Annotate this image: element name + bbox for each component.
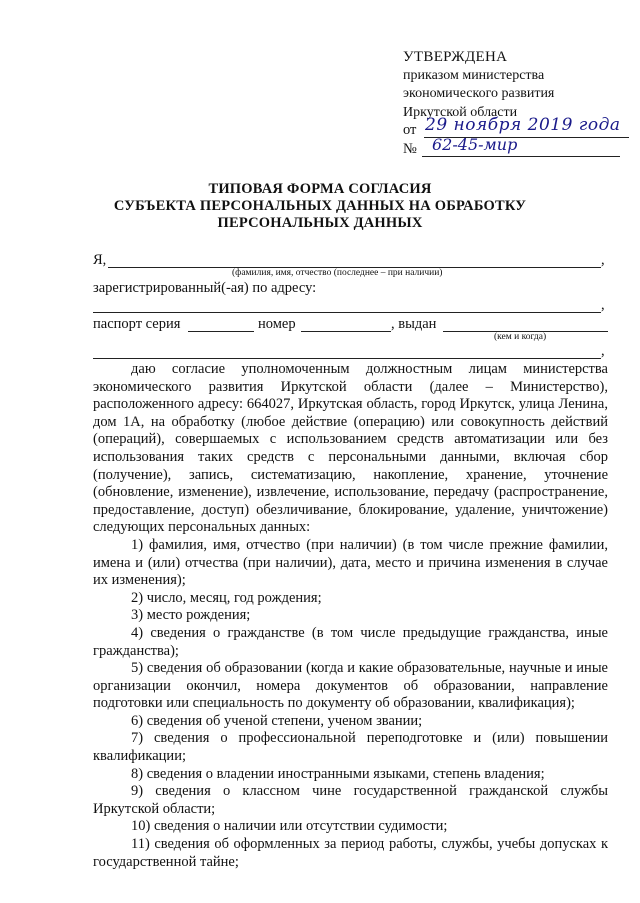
list-item: 5) сведения об образовании (когда и какие образовательные, научные и иные организации окончил, номера документов об образовании, направление подготовки или специальность по документу об образовании, квалификация); <box>93 660 608 712</box>
list-item: 6) сведения об ученой степени, ученом звании; <box>131 712 423 729</box>
issued-caption: (кем и когда) <box>494 332 547 342</box>
list-item: 1) фамилия, имя, отчество (при наличии) (в том числе прежние фамилии, имена и (или) отчества (при наличии), дата, место и причина изменения в случае их изменения); <box>93 536 608 589</box>
issued-continuation-line[interactable] <box>93 358 601 359</box>
passport-number-input[interactable] <box>301 331 391 332</box>
approval-number-underline <box>422 156 620 157</box>
issued-comma: , <box>601 343 605 359</box>
approval-date-handwritten: 29 ноября 2019 года <box>425 115 621 135</box>
passport-series-label: паспорт серия <box>93 316 181 332</box>
approval-date-label: от <box>403 122 417 138</box>
ya-label: Я, <box>93 252 107 268</box>
list-item: 8) сведения о владении иностранными языками, степень владения; <box>131 765 545 782</box>
list-item: 10) сведения о наличии или отсутствии судимости; <box>131 818 448 835</box>
address-input-line[interactable] <box>93 312 601 313</box>
title-line-3: ПЕРСОНАЛЬНЫХ ДАННЫХ <box>217 215 423 231</box>
address-comma: , <box>601 297 605 313</box>
list-item: 4) сведения о гражданстве (в том числе предыдущие гражданства, иные гражданства); <box>93 624 608 659</box>
address-label: зарегистрированный(-ая) по адресу: <box>93 280 317 296</box>
passport-number-label: номер <box>258 316 296 332</box>
list-item: 3) место рождения; <box>131 607 251 624</box>
approval-block <box>403 48 554 122</box>
approval-heading: УТВЕРЖДЕНА <box>403 49 508 65</box>
list-item: 9) сведения о классном чине государственной гражданской службы Иркутской области; <box>93 783 608 817</box>
passport-series-input[interactable] <box>188 331 254 332</box>
list-item: 2) число, месяц, год рождения; <box>131 589 322 606</box>
list-item: 7) сведения о профессиональной переподготовке и (или) повышении квалификации; <box>93 730 608 765</box>
approval-line-region: Иркутской области <box>403 104 518 120</box>
fio-comma: , <box>601 252 605 268</box>
consent-body <box>93 361 608 871</box>
list-item: 11) сведения об оформленных за период работы, службы, учебы допусках к государственной тайне; <box>93 836 608 870</box>
approval-line-order: приказом министерства <box>403 67 545 83</box>
consent-paragraph: даю согласие уполномоченным должностным лицам министерства экономического развития Иркутской области (далее – Министерство), расположенного адресу: 664027, Иркутская область, город Иркутск, улица Ленина, дом 1А, на обработку (любое действие (операцию) или совокупность действий (операций), совершаемых с использованием средств автоматизации или без использования таких средств с персональными данными, включая сбор (получение), запись, систематизацию, накопление, хранение, уточнение (обновление, изменение), извлечение, использование, передачу (распространение, предоставление, доступ) обезличивание, блокирование, удаление, уничтожение) следующих персональных данных: <box>93 361 608 536</box>
approval-line-ministry: экономического развития <box>403 86 555 101</box>
passport-issued-label: , выдан <box>391 316 437 332</box>
document-title <box>0 181 640 232</box>
title-line-2: СУБЪЕКТА ПЕРСОНАЛЬНЫХ ДАННЫХ НА ОБРАБОТКУ <box>113 198 527 214</box>
fio-caption: (фамилия, имя, отчество (последнее – при наличии) <box>232 268 443 278</box>
approval-number-handwritten: 62-45-мир <box>432 135 518 154</box>
approval-number-label: № <box>403 141 417 157</box>
title-line-1: ТИПОВАЯ ФОРМА СОГЛАСИЯ <box>208 181 432 197</box>
